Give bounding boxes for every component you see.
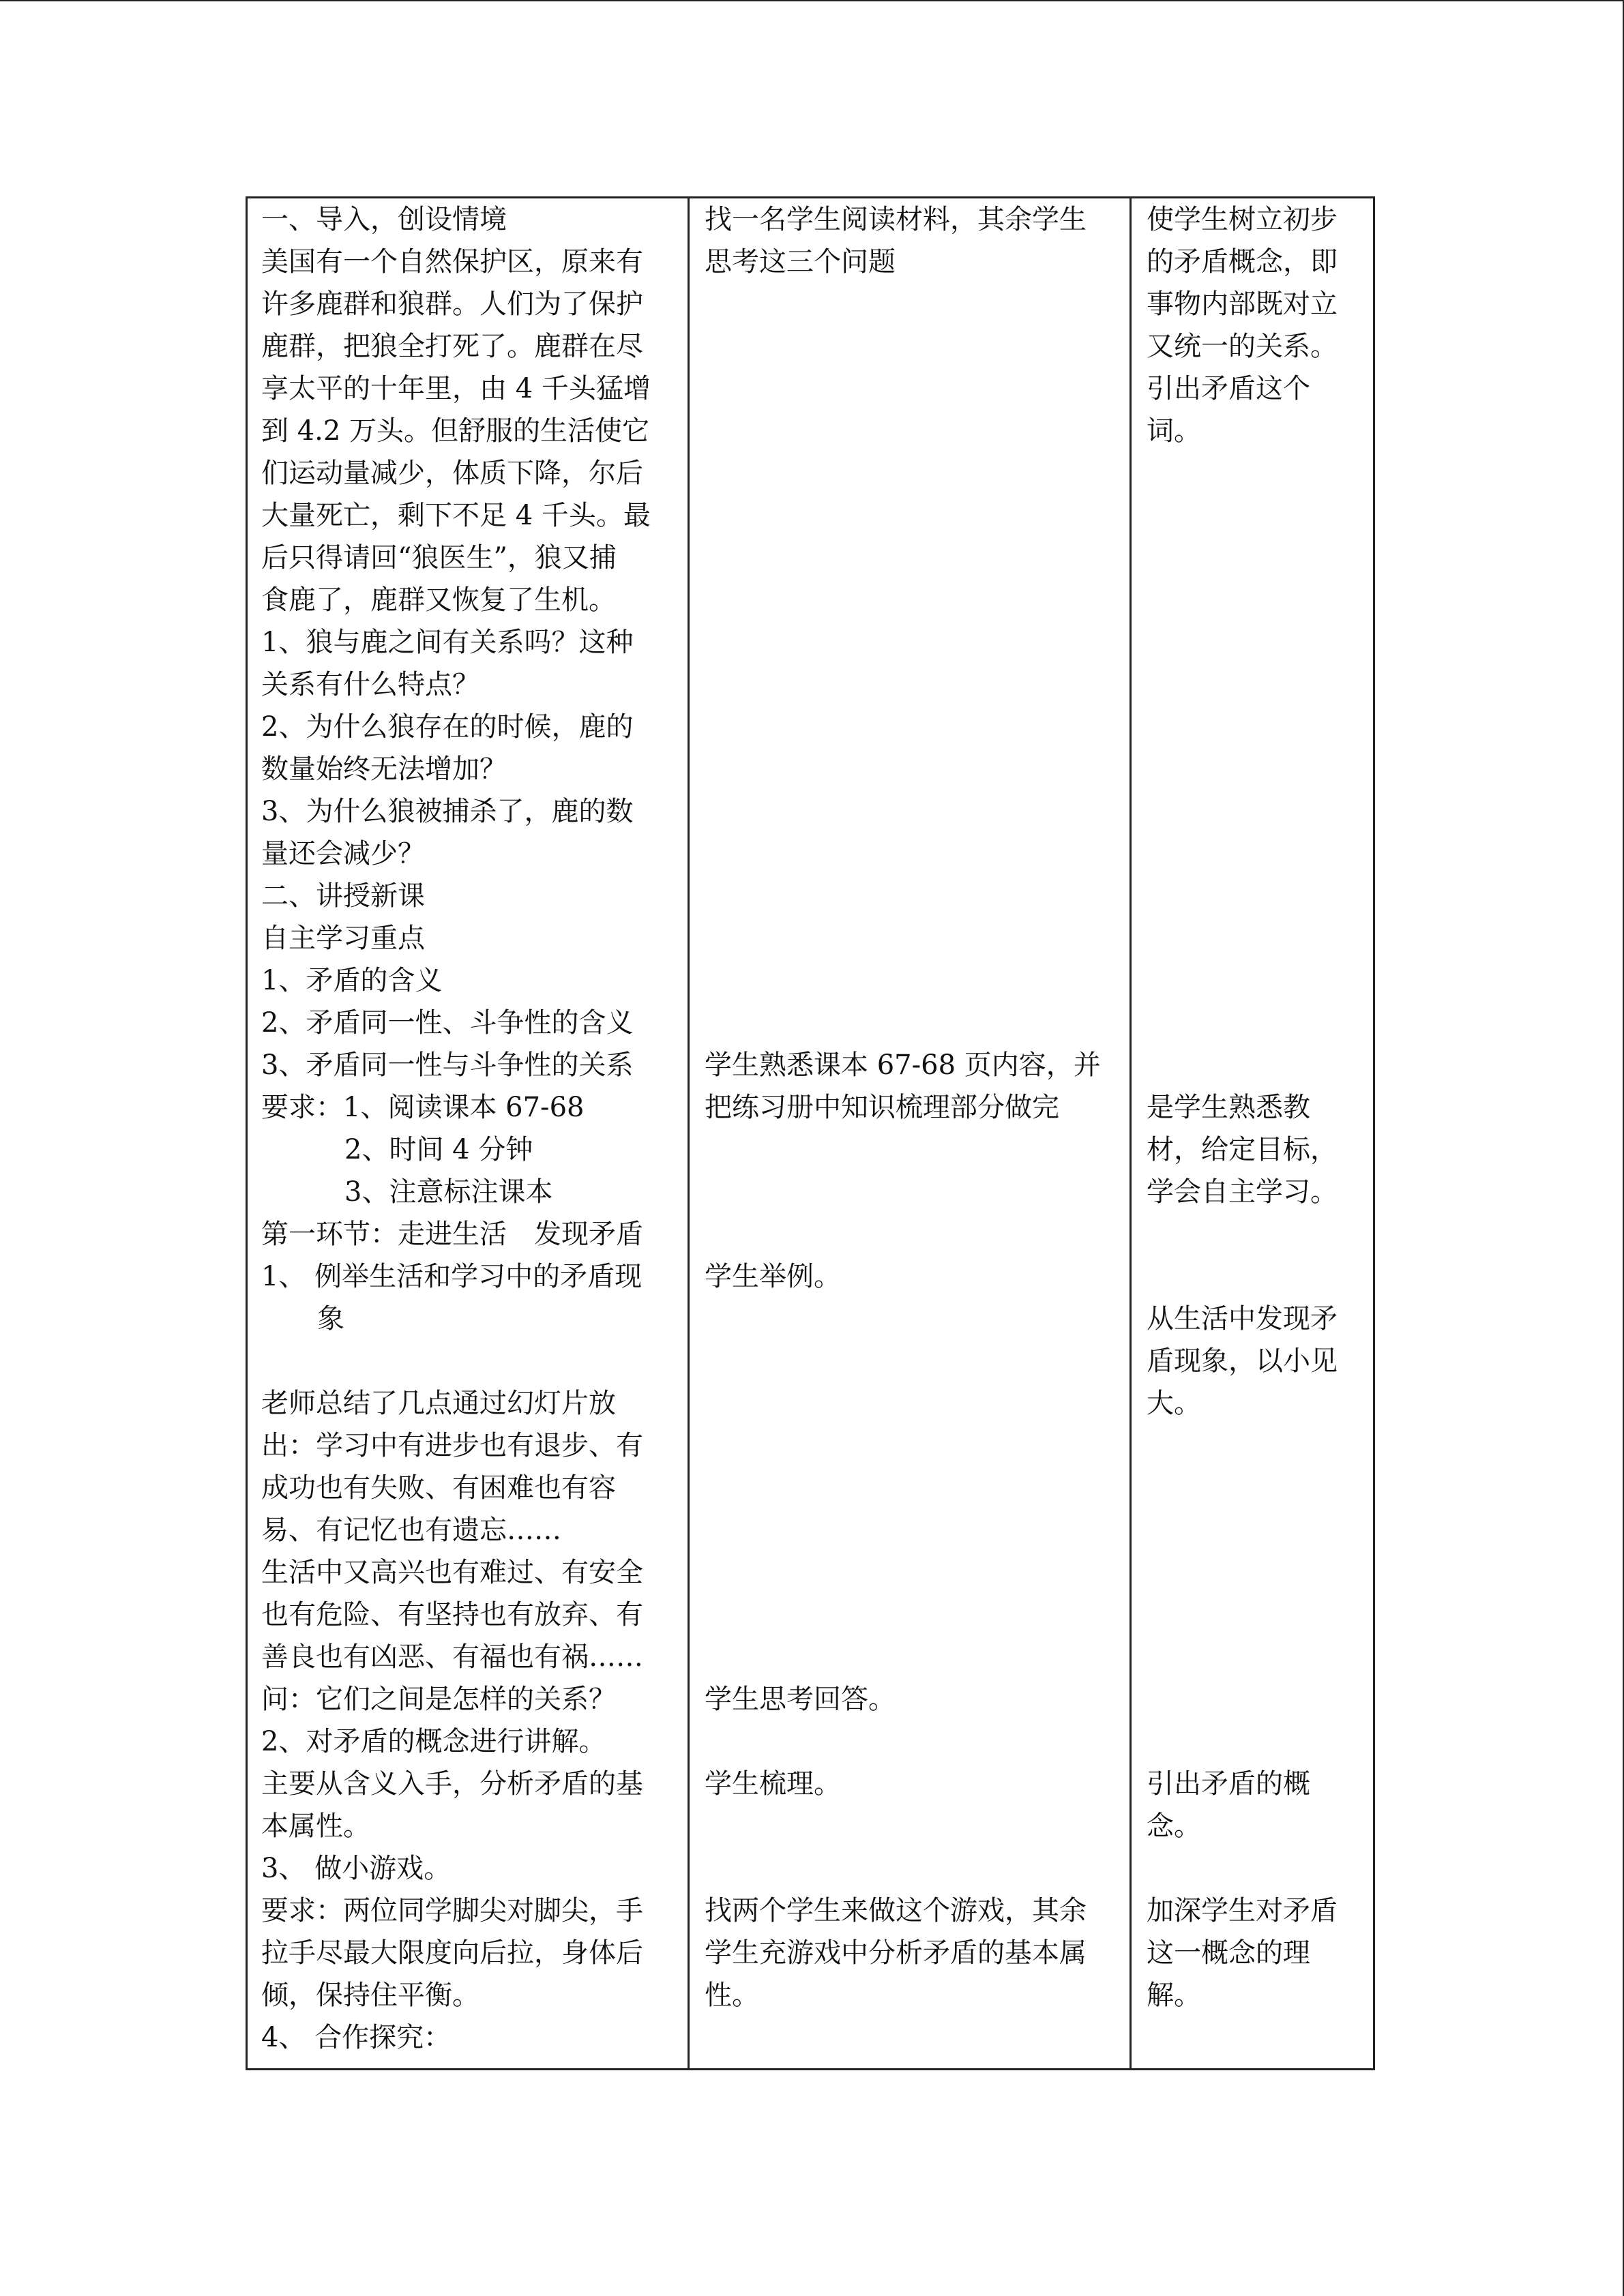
student-line: 把练习册中知识梳理部分做完 <box>705 1092 1059 1123</box>
student-line: 找一名学生阅读材料，其余学生 <box>705 204 1087 235</box>
activity-line: 善良也有凶恶、有福也有祸…… <box>261 1641 643 1673</box>
intent-line: 盾现象，以小见 <box>1147 1345 1338 1377</box>
activity-line: 大量死亡，剩下不足 4 千头。最 <box>261 500 651 531</box>
teaching-activity-column <box>261 198 684 2068</box>
student-activity-column <box>705 198 1127 2068</box>
activity-line: 关系有什么特点？ <box>261 669 479 700</box>
design-intent-column <box>1147 198 1365 2068</box>
activity-line: 数量始终无法增加？ <box>261 754 507 785</box>
activity-line: 拉手尽最大限度向后拉，身体后 <box>261 1937 643 1969</box>
intent-line: 使学生树立初步 <box>1147 204 1338 235</box>
intent-line: 的矛盾概念，即 <box>1147 246 1338 278</box>
activity-line: 也有危险、有坚持也有放弃、有 <box>261 1599 643 1630</box>
activity-line: 第一环节：走进生活 发现矛盾 <box>261 1219 643 1250</box>
intent-line: 大。 <box>1147 1388 1201 1419</box>
activity-line: 一、导入，创设情境 <box>261 204 507 235</box>
activity-line: 享太平的十年里，由 4 千头猛增 <box>261 373 651 404</box>
intent-line: 念。 <box>1147 1810 1201 1842</box>
intent-line: 解。 <box>1147 1980 1201 2011</box>
column-divider-2 <box>1130 198 1132 2068</box>
student-line: 性。 <box>705 1980 759 2011</box>
student-line: 学生举例。 <box>705 1261 841 1292</box>
intent-line: 事物内部既对立 <box>1147 288 1338 320</box>
activity-line: 3、注意标注课本 <box>344 1176 553 1208</box>
activity-line: 自主学习重点 <box>261 923 425 954</box>
activity-line: 问：它们之间是怎样的关系？ <box>261 1684 616 1715</box>
student-line: 学生熟悉课本 67-68 页内容，并 <box>705 1049 1101 1081</box>
intent-line: 从生活中发现矛 <box>1147 1303 1338 1335</box>
activity-line: 主要从含义入手，分析矛盾的基 <box>261 1768 643 1800</box>
intent-line: 是学生熟悉教 <box>1147 1092 1310 1123</box>
activity-line: 出：学习中有进步也有退步、有 <box>261 1430 643 1461</box>
activity-line: 美国有一个自然保护区，原来有 <box>261 246 643 278</box>
intent-line: 学会自主学习。 <box>1147 1176 1338 1208</box>
activity-line: 2、对矛盾的概念进行讲解。 <box>261 1726 606 1757</box>
activity-line: 2、矛盾同一性、斗争性的含义 <box>261 1007 634 1039</box>
student-line: 学生充游戏中分析矛盾的基本属 <box>705 1937 1087 1969</box>
activity-line: 倾，保持住平衡。 <box>261 1980 479 2011</box>
intent-line: 引出矛盾的概 <box>1147 1768 1310 1800</box>
activity-line: 1、狼与鹿之间有关系吗？这种 <box>261 627 634 658</box>
column-divider-1 <box>688 198 690 2068</box>
activity-line: 鹿群，把狼全打死了。鹿群在尽 <box>261 331 643 362</box>
intent-line: 加深学生对矛盾 <box>1147 1895 1338 1926</box>
activity-line: 许多鹿群和狼群。人们为了保护 <box>261 288 643 320</box>
activity-line: 2、时间 4 分钟 <box>344 1134 533 1165</box>
lesson-plan-table <box>246 196 1375 2070</box>
student-line: 找两个学生来做这个游戏，其余 <box>705 1895 1087 1926</box>
intent-line: 引出矛盾这个 <box>1147 373 1310 404</box>
activity-line: 到 4.2 万头。但舒服的生活使它 <box>261 415 650 447</box>
activity-line: 本属性。 <box>261 1810 370 1842</box>
activity-line: 易、有记忆也有遗忘…… <box>261 1515 561 1546</box>
intent-line: 这一概念的理 <box>1147 1937 1310 1969</box>
activity-line: 后只得请回“狼医生”，狼又捕 <box>261 542 617 573</box>
activity-line: 成功也有失败、有困难也有容 <box>261 1472 616 1504</box>
intent-line: 材，给定目标， <box>1147 1134 1338 1165</box>
activity-line: 二、讲授新课 <box>261 880 425 912</box>
activity-line: 老师总结了几点通过幻灯片放 <box>261 1388 616 1419</box>
student-line: 学生思考回答。 <box>705 1684 896 1715</box>
activity-line: 1、 例举生活和学习中的矛盾现 <box>261 1261 643 1292</box>
intent-line: 又统一的关系。 <box>1147 331 1338 362</box>
activity-line: 2、为什么狼存在的时候，鹿的 <box>261 711 634 743</box>
intent-line: 词。 <box>1147 415 1201 447</box>
activity-line: 象 <box>317 1303 344 1335</box>
activity-line: 食鹿了，鹿群又恢复了生机。 <box>261 584 616 616</box>
student-line: 思考这三个问题 <box>705 246 896 278</box>
activity-line: 4、 合作探究： <box>261 2022 452 2053</box>
student-line: 学生梳理。 <box>705 1768 841 1800</box>
activity-line: 要求：两位同学脚尖对脚尖，手 <box>261 1895 643 1926</box>
activity-line: 们运动量减少，体质下降，尔后 <box>261 458 643 489</box>
activity-line: 3、矛盾同一性与斗争性的关系 <box>261 1049 634 1081</box>
activity-line: 3、 做小游戏。 <box>261 1853 452 1884</box>
activity-line: 3、为什么狼被捕杀了，鹿的数 <box>261 796 634 827</box>
activity-line: 生活中又高兴也有难过、有安全 <box>261 1557 643 1588</box>
activity-line: 要求：1、阅读课本 67-68 <box>261 1092 585 1123</box>
activity-line: 量还会减少？ <box>261 838 425 869</box>
activity-line: 1、矛盾的含义 <box>261 965 443 996</box>
